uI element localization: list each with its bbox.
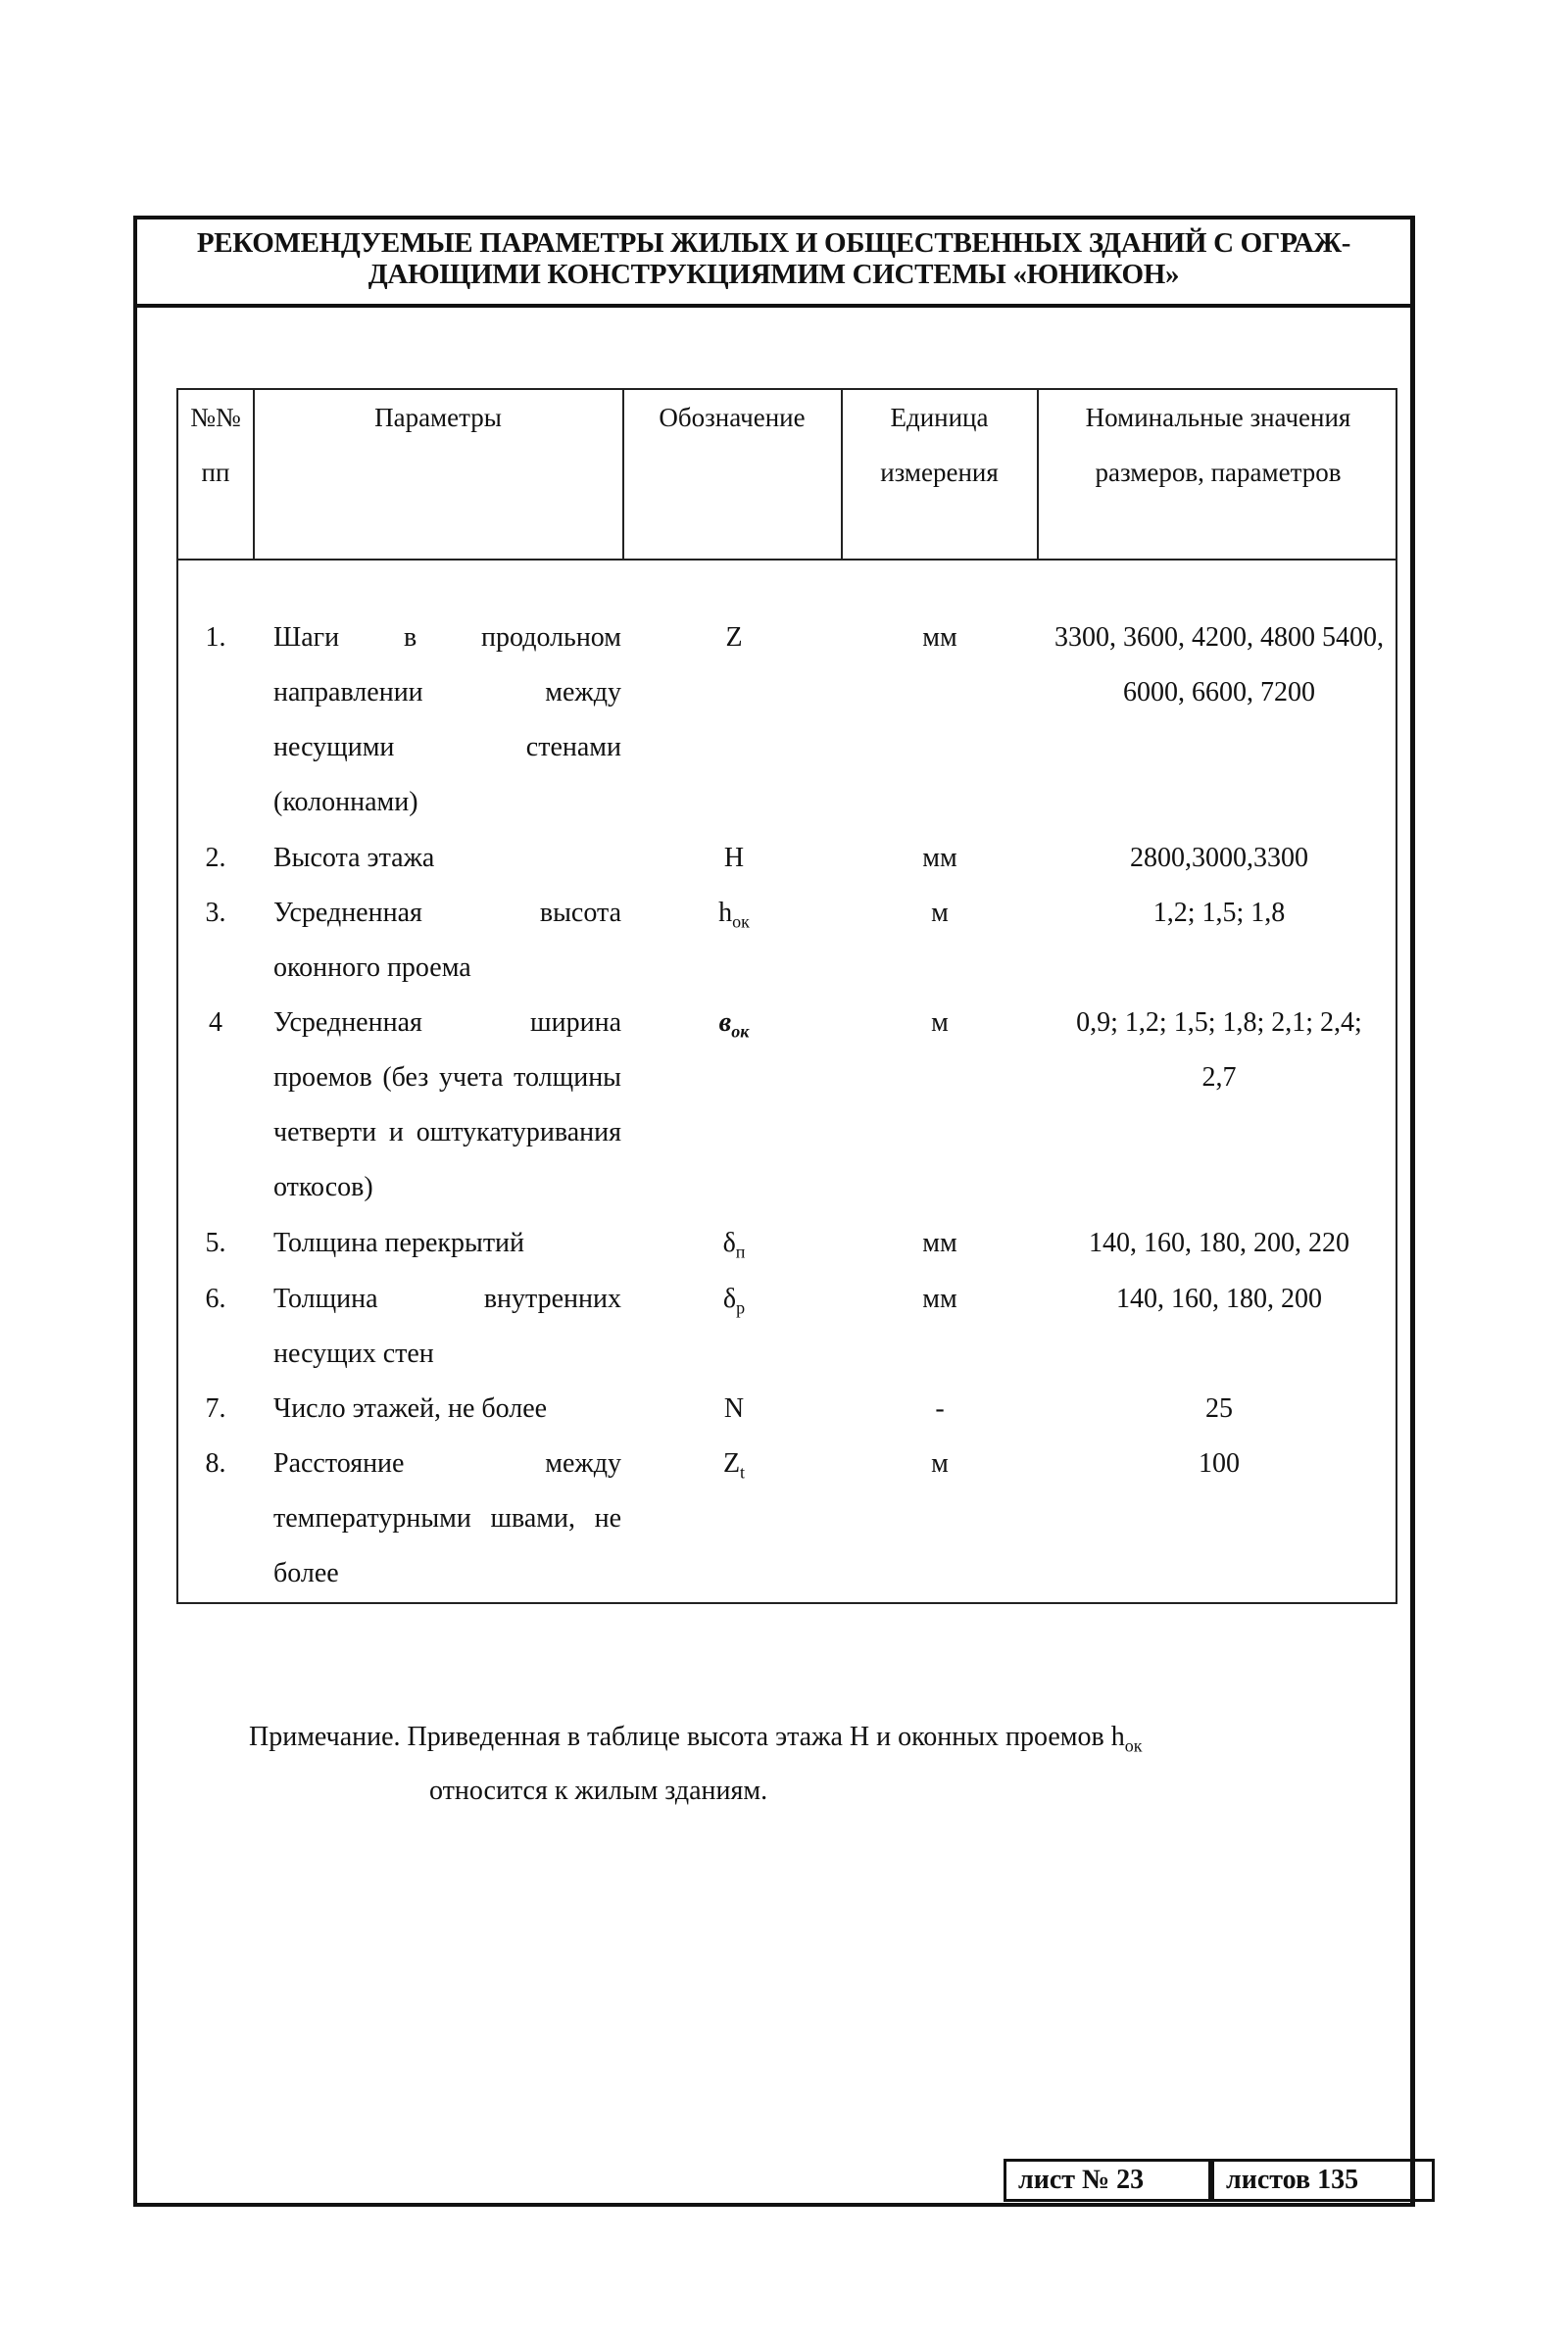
row-param: Число этажей, не более [273, 1393, 548, 1424]
header-param: Параметры [374, 403, 502, 432]
header-unit: Единица измерения [880, 403, 999, 487]
row-num: 7. [205, 1393, 226, 1424]
row-param: Высота этажа [273, 843, 435, 873]
row-param: Усредненная высота оконного проема [273, 898, 621, 983]
row-param: Толщина внутренних несущих стен [273, 1284, 621, 1369]
header-value: Номинальные значения размеров, параметров [1085, 403, 1351, 487]
row-symbol: $\delta_р$ [722, 1284, 746, 1318]
sheet-number: лист № 23 [1004, 2159, 1211, 2202]
row-unit: мм [922, 1228, 957, 1258]
row-num: 3. [205, 898, 226, 928]
row-symbol: Z [725, 622, 743, 653]
row-symbol: $\delta_п$ [722, 1228, 746, 1262]
header-symbol: Обозначение [659, 403, 806, 432]
document-title [137, 219, 1410, 308]
row-value: 25 [1205, 1393, 1233, 1424]
row-value: 2800,3000,3300 [1130, 843, 1308, 873]
row-unit: мм [922, 622, 957, 653]
row-unit: мм [922, 1284, 957, 1314]
note-line-1: Примечание. Приведенная в таблице высота этажа H и оконных проемов $h_{ок}$ [249, 1722, 1143, 1756]
row-unit: мм [922, 843, 957, 873]
row-num: 2. [205, 843, 226, 873]
row-param: Усредненная ширина проемов (без учета толщины четверти и оштукатуривания откосов) [273, 1007, 621, 1202]
row-param: Шаги в продольном направлении между несущими стенами (колоннами) [273, 622, 621, 817]
row-value: 3300, 3600, 4200, 4800 5400, 6000, 6600, 7200 [1054, 622, 1384, 707]
row-unit: - [935, 1393, 945, 1424]
row-unit: м [931, 1007, 949, 1038]
row-symbol: $h_{ок}$ [718, 898, 750, 932]
row-num: 1. [205, 622, 226, 653]
row-num: 8. [205, 1448, 226, 1479]
page-frame [133, 216, 1415, 2207]
row-num: 5. [205, 1228, 226, 1258]
row-param: Расстояние между температурными швами, не более [273, 1448, 621, 1588]
row-unit: м [931, 1448, 949, 1479]
title-line-2: ДАЮЩИМИ КОНСТРУКЦИЯМИМ СИСТЕМЫ «ЮНИКОН» [368, 259, 1180, 290]
row-unit: м [931, 898, 949, 928]
row-symbol: $в_{ок}$ [718, 1007, 750, 1042]
row-num: 6. [205, 1284, 226, 1314]
title-line-1: РЕКОМЕНДУЕМЫЕ ПАРАМЕТРЫ ЖИЛЫХ И ОБЩЕСТВЕННЫХ ЗДАНИЙ С ОГРАЖ- [196, 227, 1351, 259]
header-divider [178, 559, 1396, 561]
row-symbol: $Z_t$ [722, 1448, 746, 1483]
row-symbol: N [723, 1393, 745, 1424]
header-num: №№ пп [190, 403, 241, 487]
row-value: 1,2; 1,5; 1,8 [1152, 898, 1286, 928]
row-value: 100 [1199, 1448, 1240, 1479]
parameters-table [176, 388, 1397, 1604]
row-value: 140, 160, 180, 200, 220 [1089, 1228, 1349, 1258]
row-value: 0,9; 1,2; 1,5; 1,8; 2,1; 2,4; 2,7 [1076, 1007, 1362, 1093]
note-line-2: относится к жилым зданиям. [429, 1776, 768, 1806]
row-value: 140, 160, 180, 200 [1116, 1284, 1322, 1314]
row-num: 4 [209, 1007, 222, 1038]
row-symbol: H [723, 843, 745, 873]
sheet-total: листов 135 [1211, 2159, 1435, 2202]
row-param: Толщина перекрытий [273, 1228, 525, 1258]
